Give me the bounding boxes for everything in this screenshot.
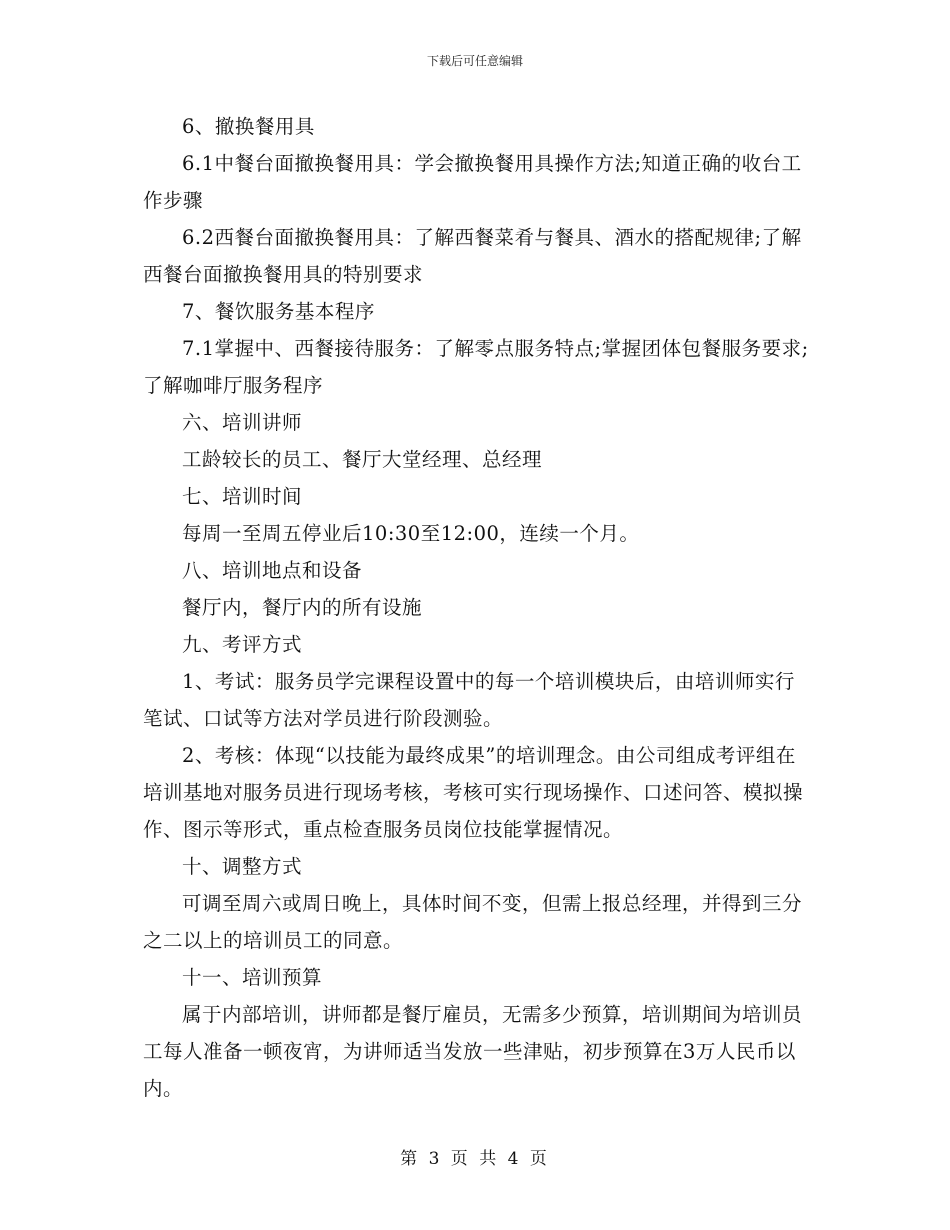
page-header: 下载后可任意编辑	[426, 54, 523, 68]
section-heading: 七、培训时间	[182, 485, 303, 508]
paragraph: 每周一至周五停业后10:30至12:00，连续一个月。	[182, 522, 640, 545]
paragraph: 1、考试：服务员学完课程设置中的每一个培训模块后，由培训师实行笔试、口试等方法对学员进行阶段测验。	[143, 670, 795, 730]
paragraph: 6.2西餐台面撤换餐用具：了解西餐菜肴与餐具、酒水的搭配规律;了解西餐台面撤换餐用具的特别要求	[143, 226, 802, 286]
paragraph: 6.1中餐台面撤换餐用具：学会撤换餐用具操作方法;知道正确的收台工作步骤	[143, 152, 802, 212]
paragraph: 工龄较长的员工、餐厅大堂经理、总经理	[182, 448, 543, 471]
paragraph: 7.1掌握中、西餐接待服务：了解零点服务特点;掌握团体包餐服务要求;了解咖啡厅服务程序	[143, 337, 809, 397]
section-heading: 六、培训讲师	[182, 411, 303, 434]
paragraph: 属于内部培训，讲师都是餐厅雇员，无需多少预算，培训期间为培训员工每人准备一顿夜宵，为讲师适当发放一些津贴，初步预算在3万人民币以内。	[143, 1003, 803, 1100]
section-heading: 十、调整方式	[182, 855, 303, 878]
paragraph: 6、撤换餐用具	[182, 115, 315, 138]
section-heading: 十一、培训预算	[182, 966, 323, 989]
paragraph: 7、餐饮服务基本程序	[182, 300, 375, 323]
paragraph: 2、考核：体现“以技能为最终成果”的培训理念。由公司组成考评组在培训基地对服务员进行现场考核，考核可实行现场操作、口述问答、模拟操作、图示等形式，重点检查服务员岗位技能掌握情况。	[143, 744, 804, 841]
section-heading: 九、考评方式	[182, 633, 303, 656]
page-number-footer: 第 3 页 共 4 页	[400, 1149, 550, 1169]
document-body	[143, 108, 813, 1107]
paragraph: 餐厅内，餐厅内的所有设施	[182, 596, 423, 619]
paragraph: 可调至周六或周日晚上，具体时间不变，但需上报总经理，并得到三分之二以上的培训员工的同意。	[143, 892, 803, 952]
section-heading: 八、培训地点和设备	[182, 559, 363, 582]
